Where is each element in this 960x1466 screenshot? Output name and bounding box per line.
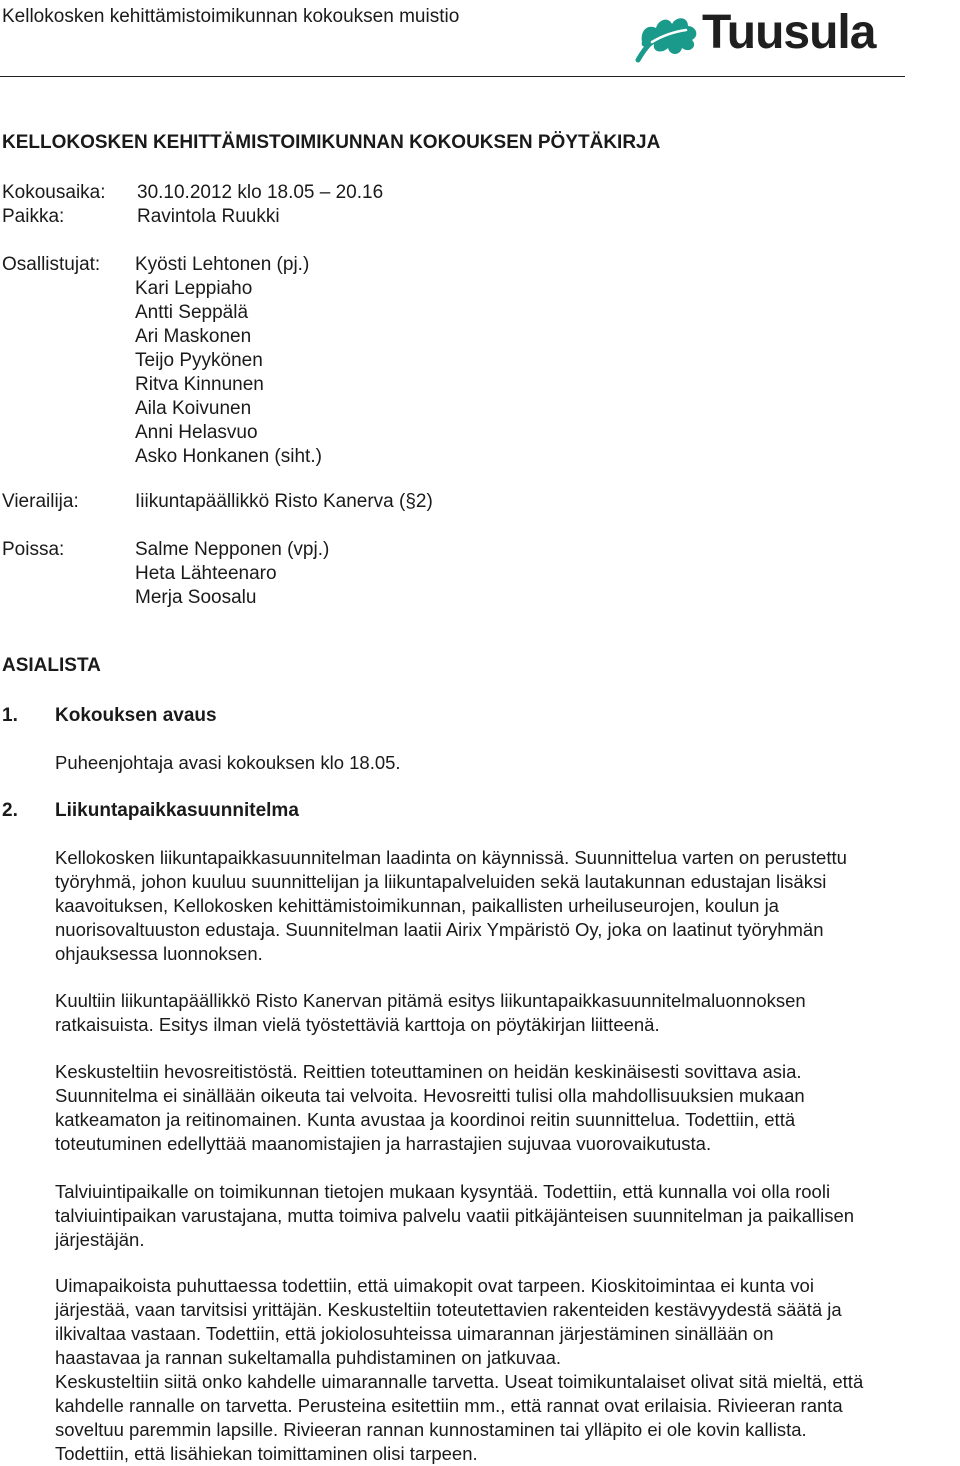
text-line: ohjauksessa luonnoksen. xyxy=(55,943,263,964)
header-title: Kellokosken kehittämistoimikunnan kokouksen muistio xyxy=(2,6,460,27)
participant: Aila Koivunen xyxy=(135,398,252,419)
participant: Antti Seppälä xyxy=(135,302,249,323)
text-line: soveltuu paremmin lapsille. Rivieeran rannan kunnostaminen tai ylläpito ei ole kovin kallista. xyxy=(55,1419,807,1440)
paikka-label: Paikka: xyxy=(2,206,65,227)
text-line: nuorisovaltuuston edustaja. Suunnitelman laatii Airix Ympäristö Oy, joka on laatinut työryhmän xyxy=(55,919,824,940)
absentee: Salme Nepponen (vpj.) xyxy=(135,539,330,560)
section-2-paragraph-3 xyxy=(55,1060,960,1156)
text-line: kahdelle rannalle on tarvetta. Perusteina esitettiin mm., että rannat ovat erilaisia. Rivieeran ranta xyxy=(55,1395,843,1416)
kokousaika-value: 30.10.2012 klo 18.05 – 20.16 xyxy=(137,182,384,203)
text-line: järjestäjän. xyxy=(55,1229,145,1250)
section-2-paragraph-4 xyxy=(55,1180,960,1252)
agenda-heading: ASIALISTA xyxy=(2,655,101,676)
section-1-title: Kokouksen avaus xyxy=(55,705,217,726)
participant: Kyösti Lehtonen (pj.) xyxy=(135,254,310,275)
text-line: Uimapaikoista puhuttaessa todettiin, että uimakopit ovat tarpeen. Kioskitoimintaa ei kunta voi xyxy=(55,1275,814,1296)
text-line: katkeamaton ja reitinomainen. Kunta avustaa ja koordinoi reitin suunnittelua. Todettiin, että xyxy=(55,1109,796,1130)
text-line: Talviuintipaikalle on toimikunnan tietojen mukaan kysyntää. Todettiin, että kunnalla voi olla rooli xyxy=(55,1181,831,1202)
text-line: Suunnitelma ei sinällään oikeuta tai velvoita. Hevosreitti tulisi olla mahdollisuuksien mukaan xyxy=(55,1085,805,1106)
text-line: Todettiin, että lisähiekan toimittaminen olisi tarpeen. xyxy=(55,1443,478,1464)
participant: Kari Leppiaho xyxy=(135,278,253,299)
participant: Asko Honkanen (siht.) xyxy=(135,446,322,467)
kokousaika-label: Kokousaika: xyxy=(2,182,106,203)
section-2-paragraph-5 xyxy=(55,1274,960,1466)
text-line: talviuintipaikan varustajana, mutta toimiva palvelu vaatii pitkäjänteisen suunnitelman ja paikallisen xyxy=(55,1205,855,1226)
text-line: toteutuminen edellyttää maanomistajien ja harrastajien sujuvaa vuorovaikutusta. xyxy=(55,1133,712,1154)
section-2-number: 2. xyxy=(2,800,18,821)
participant: Anni Helasvuo xyxy=(135,422,258,443)
absentee: Heta Lähteenaro xyxy=(135,563,277,584)
text-line: järjestää, vaan tarvitsisi yrittäjän. Keskusteltiin toteutettavien rakenteiden kestävyydestä säätä ja xyxy=(55,1299,842,1320)
section-2-title: Liikuntapaikkasuunnitelma xyxy=(55,800,299,821)
tuusula-logo xyxy=(632,2,912,66)
paikka-value: Ravintola Ruukki xyxy=(137,206,280,227)
participant: Ritva Kinnunen xyxy=(135,374,264,395)
logo-text: Tuusula xyxy=(702,6,876,59)
poissa-label: Poissa: xyxy=(2,539,65,560)
participant: Teijo Pyykönen xyxy=(135,350,263,371)
text-line: Puheenjohtaja avasi kokouksen klo 18.05. xyxy=(55,752,401,773)
text-line: Keskusteltiin siitä onko kahdelle uimarannalle tarvetta. Useat toimikuntalaiset olivat sitä mieltä, että xyxy=(55,1371,864,1392)
text-line: Keskusteltiin hevosreitistöstä. Reittien toteuttaminen on heidän keskinäisesti sovittava asia. xyxy=(55,1061,802,1082)
text-line: kaavoituksen, Kellokosken kehittämistoimikunnan, paikallisten urheiluseurojen, koulun ja xyxy=(55,895,779,916)
text-line: ratkaisuista. Esitys ilman vielä työstettäviä karttoja on pöytäkirjan liitteenä. xyxy=(55,1014,660,1035)
text-line: työryhmä, johon kuuluu suunnittelijan ja liikuntapalveluiden sekä lautakunnan edustajan lisäksi xyxy=(55,871,827,892)
text-line: Kuultiin liikuntapäällikkö Risto Kanervan pitämä esitys liikuntapaikkasuunnitelmaluonnoksen xyxy=(55,990,806,1011)
section-2-paragraph-2 xyxy=(55,989,960,1037)
section-1-number: 1. xyxy=(2,705,18,726)
text-line: ilkivaltaa vastaan. Todettiin, että jokiolosuhteissa uimarannan järjestäminen sinällään on xyxy=(55,1323,774,1344)
section-1-paragraph xyxy=(55,751,960,775)
vierailija-value: Iiikuntapäällikkö Risto Kanerva (§2) xyxy=(135,491,433,512)
osallistujat-label: Osallistujat: xyxy=(2,254,101,275)
text-line: haastavaa ja rannan sukeltamalla puhdistaminen on jatkuvaa. xyxy=(55,1347,561,1368)
section-2-paragraph-1 xyxy=(55,846,960,966)
absentee: Merja Soosalu xyxy=(135,587,257,608)
participant: Ari Maskonen xyxy=(135,326,252,347)
text-line: Kellokosken liikuntapaikkasuunnitelman laadinta on käynnissä. Suunnittelua varten on perustettu xyxy=(55,847,847,868)
header-rule xyxy=(0,76,905,77)
document-title: KELLOKOSKEN KEHITTÄMISTOIMIKUNNAN KOKOUKSEN PÖYTÄKIRJA xyxy=(2,132,661,153)
vierailija-label: Vierailija: xyxy=(2,491,79,512)
tuusula-leaf-icon xyxy=(632,2,702,66)
